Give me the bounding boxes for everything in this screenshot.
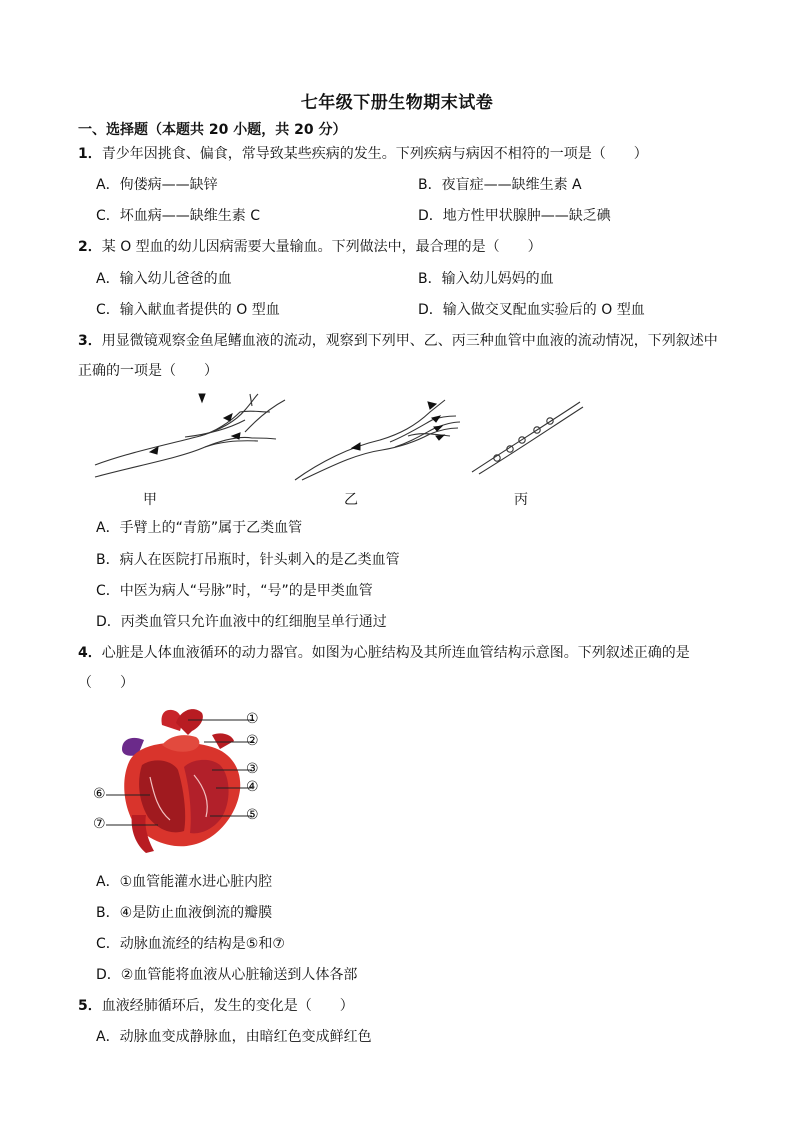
question-4-stem [78,643,690,663]
figure-label-jia: 甲 [143,492,157,508]
q4-option-d: D．②血管能将血液从心脏输送到人体各部 [96,967,358,983]
q3-option-c: C．中医为病人“号脉”时，“号”的是甲类血管 [96,583,373,599]
question-text: 某 O 型血的幼儿因病需要大量输血。下列做法中，最合理的是（ ） [101,239,542,255]
q3-option-a: A．手臂上的“青筋”属于乙类血管 [96,520,303,536]
q5-option-a: A．动脉血变成静脉血，由暗红色变成鲜红色 [96,1029,372,1045]
heart-label-3: ③ [246,761,259,777]
question-text: 心脏是人体血液循环的动力器官。如图为心脏结构及其所连血管结构示意图。下列叙述正确的是 [101,645,690,661]
question-number: 4． [78,645,102,661]
q4-option-c: C．动脉血流经的结构是⑤和⑦ [96,936,285,952]
question-number: 2． [78,239,102,255]
q1-option-d: D．地方性甲状腺肿——缺乏碘 [418,208,611,224]
question-number: 1． [78,146,102,162]
question-5-stem [78,996,354,1016]
q2-option-c: C．输入献血者提供的 O 型血 [96,302,280,318]
q1-option-b: B．夜盲症——缺维生素 A [418,177,582,193]
q3-option-b: B．病人在医院打吊瓶时，针头刺入的是乙类血管 [96,552,400,568]
figure-label-yi: 乙 [344,492,358,508]
question-3-stem [78,331,718,351]
heart-label-1: ① [246,711,259,727]
heart-label-7: ⑦ [93,816,106,832]
question-text: 用显微镜观察金鱼尾鳍血液的流动，观察到下列甲、乙、丙三种血管中血液的流动情况，下列叙述中 [101,333,718,349]
heart-label-4: ④ [246,779,259,795]
question-text: 血液经肺循环后，发生的变化是（ ） [101,998,354,1014]
vessel-yi [295,400,460,480]
figure-label-bing: 丙 [514,492,528,508]
vessel-bing [472,402,583,474]
question-2-stem [78,237,542,257]
q2-option-b: B．输入幼儿妈妈的血 [418,271,554,287]
q1-option-a: A．佝偻病——缺锌 [96,177,218,193]
heart-label-6: ⑥ [93,786,106,802]
q3-option-d: D．丙类血管只允许血液中的红细胞呈单行通过 [96,614,387,630]
heart-label-2: ② [246,733,259,749]
question-3-stem-cont: 正确的一项是（ ） [78,363,218,379]
question-1-stem [78,144,648,164]
vessel-figure [90,392,590,482]
question-number: 3． [78,333,102,349]
question-text: 青少年因挑食、偏食，常导致某些疾病的发生。下列疾病与病因不相符的一项是（ ） [101,146,648,162]
heart-illustration [122,709,240,853]
heart-label-5: ⑤ [246,807,259,823]
page-title: 七年级下册生物期末试卷 [300,93,494,113]
section-heading: 一、选择题（本题共 20 小题，共 20 分） [78,122,347,138]
vessel-jia [95,394,285,477]
question-number: 5． [78,998,102,1014]
q2-option-a: A．输入幼儿爸爸的血 [96,271,232,287]
question-4-stem-cont: （ ） [78,675,134,691]
q1-option-c: C．坏血病——缺维生素 C [96,208,261,224]
q4-option-a: A．①血管能灌水进心脏内腔 [96,874,273,890]
yi-arrows [352,402,444,450]
q4-option-b: B．④是防止血液倒流的瓣膜 [96,905,273,921]
q2-option-d: D．输入做交叉配血实验后的 O 型血 [418,302,645,318]
